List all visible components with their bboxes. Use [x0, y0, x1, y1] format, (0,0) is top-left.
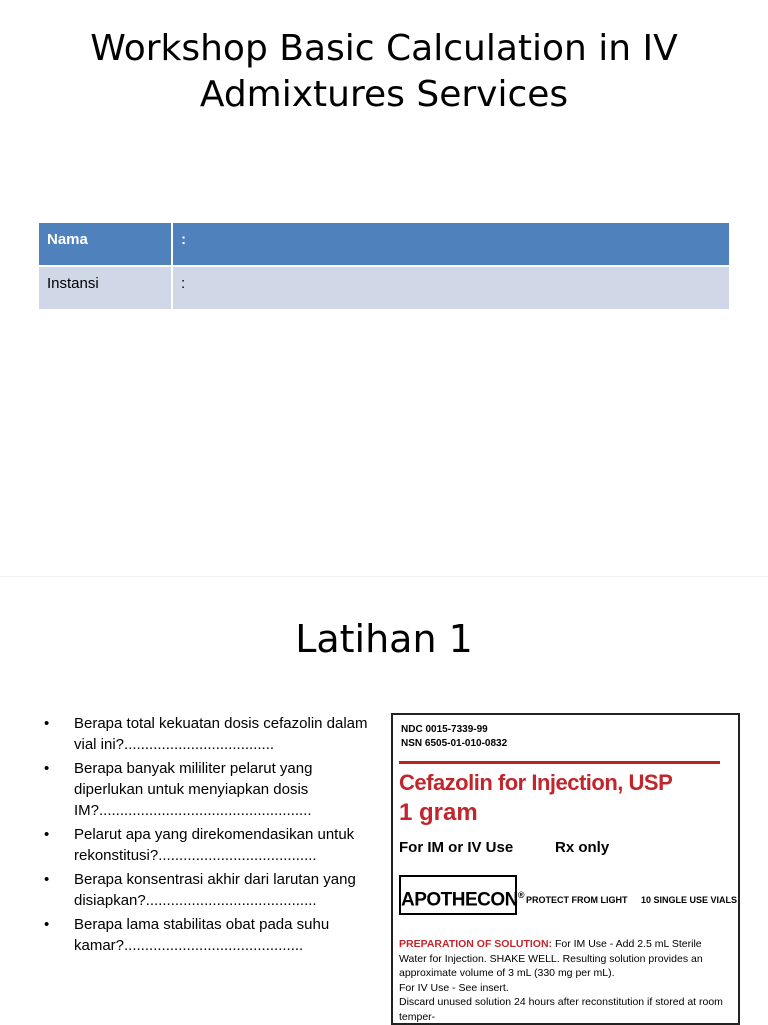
- slide-2: [0, 576, 768, 1025]
- drug-name: Cefazolin for Injection, USP: [399, 770, 673, 795]
- instansi-value-field[interactable]: :: [172, 266, 729, 309]
- table-row-nama: [39, 223, 729, 266]
- label-divider: [399, 761, 720, 764]
- preparation-text: [399, 937, 730, 1024]
- title-line-2: Admixtures Services: [199, 74, 569, 115]
- prep-iv-text: For IV Use - See insert.: [399, 981, 509, 994]
- rx-only: Rx only: [555, 839, 610, 856]
- protect-from-light: PROTECT FROM LIGHT: [526, 895, 628, 905]
- label-codes: [401, 723, 507, 751]
- prep-heading: PREPARATION OF SOLUTION:: [399, 938, 553, 950]
- instansi-label: Instansi: [39, 266, 172, 309]
- question-item: • Berapa lama stabilitas obat pada suhu kamar?...........................................: [44, 914, 374, 956]
- question-list: [44, 713, 374, 959]
- question-item: • Berapa konsentrasi akhir dari larutan yang disiapkan?.........................................: [44, 869, 374, 911]
- prep-im-text: For IM Use - Add 2.5 mL Sterile Water for Injection. SHAKE WELL. Resulting solution provides an approximate volume of 3 mL (330 mg per mL).: [399, 938, 703, 979]
- question-item: • Berapa banyak mililiter pelarut yang diperlukan untuk menyiapkan dosis IM?...................................................: [44, 758, 374, 821]
- drug-strength: 1 gram: [399, 799, 478, 826]
- nsn-code: NSN 6505-01-010-0832: [401, 738, 508, 749]
- question-item: • Pelarut apa yang direkomendasikan untuk rekonstitusi?......................................: [44, 824, 374, 866]
- drug-label-image: [391, 713, 740, 1025]
- slide-title: [60, 26, 708, 118]
- participant-form-table: [39, 223, 729, 309]
- title-line-1: Workshop Basic Calculation in IV: [90, 28, 678, 69]
- discard-text: Discard unused solution 24 hours after reconstitution if stored at room temper-: [399, 996, 723, 1023]
- slide-2-title: Latihan 1: [295, 617, 473, 661]
- nama-label: Nama: [39, 223, 172, 266]
- vial-count: 10 SINGLE USE VIALS: [641, 895, 738, 905]
- table-row-instansi: [39, 266, 729, 309]
- nama-value-field[interactable]: :: [172, 223, 729, 266]
- ndc-code: NDC 0015-7339-99: [401, 724, 488, 735]
- route-of-use: For IM or IV Use: [399, 839, 514, 856]
- question-item: • Berapa total kekuatan dosis cefazolin dalam vial ini?....................................: [44, 713, 374, 755]
- apothecon-logo: APOTHECON®: [399, 875, 517, 915]
